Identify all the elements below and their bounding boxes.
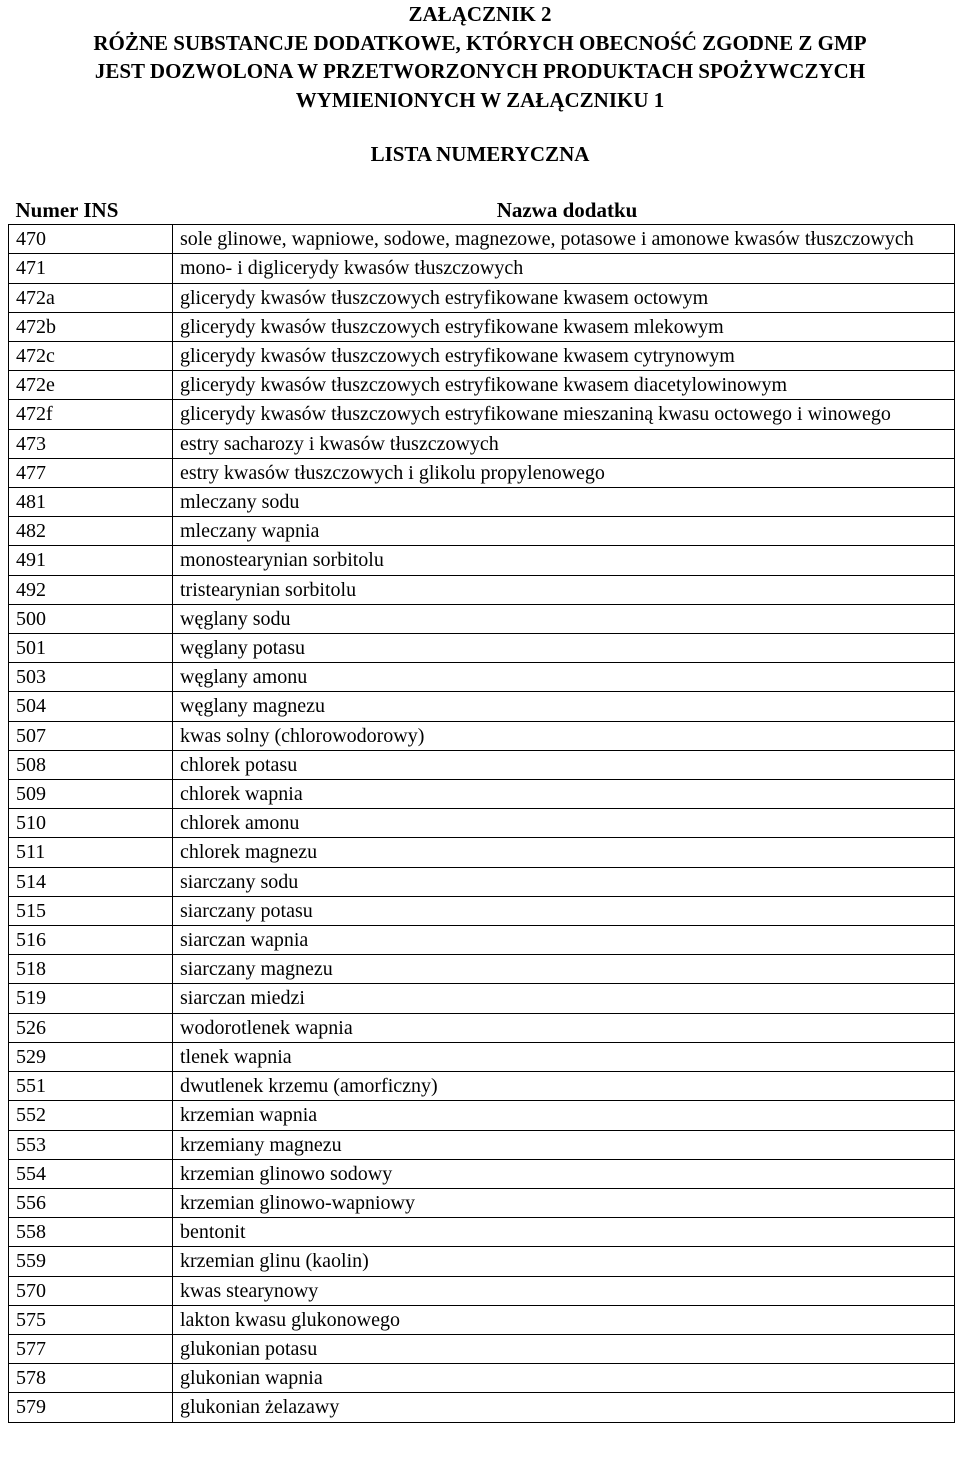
table-row <box>9 371 955 400</box>
table-row <box>9 1334 955 1363</box>
ins-code-cell: 553 <box>9 1130 173 1159</box>
table-row <box>9 1305 955 1334</box>
additive-name-cell: dwutlenek krzemu (amorficzny) <box>173 1072 955 1101</box>
document-title <box>0 0 960 114</box>
ins-code-cell: 500 <box>9 604 173 633</box>
table-row <box>9 1393 955 1422</box>
table-row <box>9 634 955 663</box>
ins-code-cell: 482 <box>9 517 173 546</box>
table-row <box>9 312 955 341</box>
ins-code-cell: 501 <box>9 634 173 663</box>
title-line-3: JEST DOZWOLONA W PRZETWORZONYCH PRODUKTACH SPOŻYWCZYCH <box>94 59 866 83</box>
additive-name-cell: glukonian żelazawy <box>173 1393 955 1422</box>
table-row <box>9 1247 955 1276</box>
additive-name-cell: monostearynian sorbitolu <box>173 546 955 575</box>
additive-name-cell: glicerydy kwasów tłuszczowych estryfikowane mieszaniną kwasu octowego i winowego <box>173 400 955 429</box>
ins-code-cell: 578 <box>9 1364 173 1393</box>
additive-name-cell: siarczany potasu <box>173 896 955 925</box>
ins-code-cell: 570 <box>9 1276 173 1305</box>
header-additive-name: Nazwa dodatku <box>173 196 955 225</box>
table-row <box>9 488 955 517</box>
ins-code-cell: 472e <box>9 371 173 400</box>
additive-name-cell: glicerydy kwasów tłuszczowych estryfikowane kwasem cytrynowym <box>173 342 955 371</box>
ins-code-cell: 492 <box>9 575 173 604</box>
ins-code-cell: 511 <box>9 838 173 867</box>
additive-name-cell: kwas stearynowy <box>173 1276 955 1305</box>
ins-code-cell: 554 <box>9 1159 173 1188</box>
header-ins-number: Numer INS <box>9 196 173 225</box>
additive-name-cell: krzemian glinu (kaolin) <box>173 1247 955 1276</box>
ins-code-cell: 558 <box>9 1218 173 1247</box>
additive-name-cell: lakton kwasu glukonowego <box>173 1305 955 1334</box>
additive-name-cell: węglany amonu <box>173 663 955 692</box>
ins-code-cell: 473 <box>9 429 173 458</box>
table-row <box>9 780 955 809</box>
ins-code-cell: 504 <box>9 692 173 721</box>
title-line-annex: ZAŁĄCZNIK 2 <box>408 2 552 26</box>
table-row <box>9 1218 955 1247</box>
table-row <box>9 283 955 312</box>
additive-name-cell: tristearynian sorbitolu <box>173 575 955 604</box>
additive-name-cell: węglany sodu <box>173 604 955 633</box>
ins-code-cell: 552 <box>9 1101 173 1130</box>
table-row <box>9 1101 955 1130</box>
additive-name-cell: siarczany sodu <box>173 867 955 896</box>
ins-code-cell: 477 <box>9 458 173 487</box>
ins-code-cell: 509 <box>9 780 173 809</box>
table-row <box>9 984 955 1013</box>
ins-code-cell: 551 <box>9 1072 173 1101</box>
ins-code-cell: 559 <box>9 1247 173 1276</box>
table-row <box>9 458 955 487</box>
table-row <box>9 254 955 283</box>
table-row <box>9 955 955 984</box>
table-row <box>9 546 955 575</box>
table-row <box>9 342 955 371</box>
table-row <box>9 604 955 633</box>
ins-code-cell: 516 <box>9 926 173 955</box>
table-row <box>9 926 955 955</box>
additive-name-cell: siarczany magnezu <box>173 955 955 984</box>
additive-name-cell: węglany magnezu <box>173 692 955 721</box>
ins-code-cell: 508 <box>9 750 173 779</box>
additive-name-cell: chlorek wapnia <box>173 780 955 809</box>
ins-code-cell: 529 <box>9 1042 173 1071</box>
table-row <box>9 721 955 750</box>
table-row <box>9 1013 955 1042</box>
title-line-2: RÓŻNE SUBSTANCJE DODATKOWE, KTÓRYCH OBECNOŚĆ ZGODNE Z GMP <box>93 30 867 55</box>
title-line-4: WYMIENIONYCH W ZAŁĄCZNIKU 1 <box>295 87 665 112</box>
ins-code-cell: 472b <box>9 312 173 341</box>
ins-code-cell: 518 <box>9 955 173 984</box>
ins-code-cell: 577 <box>9 1334 173 1363</box>
additive-name-cell: bentonit <box>173 1218 955 1247</box>
additive-name-cell: glicerydy kwasów tłuszczowych estryfikowane kwasem diacetylowinowym <box>173 371 955 400</box>
additive-name-cell: węglany potasu <box>173 634 955 663</box>
additive-name-cell: mleczany wapnia <box>173 517 955 546</box>
additive-name-cell: chlorek magnezu <box>173 838 955 867</box>
table-row <box>9 896 955 925</box>
additive-name-cell: siarczan miedzi <box>173 984 955 1013</box>
ins-code-cell: 579 <box>9 1393 173 1422</box>
table-row <box>9 692 955 721</box>
ins-code-cell: 472c <box>9 342 173 371</box>
additive-name-cell: krzemian wapnia <box>173 1101 955 1130</box>
table-row <box>9 225 955 254</box>
table-row <box>9 400 955 429</box>
list-subtitle: LISTA NUMERYCZNA <box>370 142 590 166</box>
additive-name-cell: mleczany sodu <box>173 488 955 517</box>
additive-name-cell: estry kwasów tłuszczowych i glikolu propylenowego <box>173 458 955 487</box>
ins-code-cell: 472f <box>9 400 173 429</box>
ins-code-cell: 519 <box>9 984 173 1013</box>
additive-name-cell: chlorek potasu <box>173 750 955 779</box>
additive-name-cell: chlorek amonu <box>173 809 955 838</box>
table-row <box>9 1072 955 1101</box>
table-header-row <box>9 196 955 225</box>
ins-code-cell: 515 <box>9 896 173 925</box>
table-row <box>9 429 955 458</box>
table-row <box>9 750 955 779</box>
additive-name-cell: glukonian wapnia <box>173 1364 955 1393</box>
additive-name-cell: glicerydy kwasów tłuszczowych estryfikowane kwasem mlekowym <box>173 312 955 341</box>
ins-code-cell: 472a <box>9 283 173 312</box>
additive-name-cell: krzemian glinowo-wapniowy <box>173 1188 955 1217</box>
ins-code-cell: 481 <box>9 488 173 517</box>
table-row <box>9 867 955 896</box>
additive-name-cell: wodorotlenek wapnia <box>173 1013 955 1042</box>
additive-name-cell: krzemiany magnezu <box>173 1130 955 1159</box>
ins-code-cell: 575 <box>9 1305 173 1334</box>
table-row <box>9 838 955 867</box>
additive-name-cell: siarczan wapnia <box>173 926 955 955</box>
table-row <box>9 1188 955 1217</box>
additive-name-cell: estry sacharozy i kwasów tłuszczowych <box>173 429 955 458</box>
table-row <box>9 575 955 604</box>
ins-code-cell: 503 <box>9 663 173 692</box>
additive-name-cell: mono- i diglicerydy kwasów tłuszczowych <box>173 254 955 283</box>
table-row <box>9 1130 955 1159</box>
ins-code-cell: 470 <box>9 225 173 254</box>
table-row <box>9 809 955 838</box>
additive-name-cell: krzemian glinowo sodowy <box>173 1159 955 1188</box>
additive-name-cell: kwas solny (chlorowodorowy) <box>173 721 955 750</box>
table-body <box>9 225 955 1422</box>
ins-code-cell: 514 <box>9 867 173 896</box>
ins-code-cell: 471 <box>9 254 173 283</box>
ins-code-cell: 556 <box>9 1188 173 1217</box>
ins-code-cell: 491 <box>9 546 173 575</box>
table-row <box>9 1276 955 1305</box>
additive-name-cell: tlenek wapnia <box>173 1042 955 1071</box>
ins-code-cell: 507 <box>9 721 173 750</box>
table-row <box>9 517 955 546</box>
table-row <box>9 1159 955 1188</box>
additive-name-cell: sole glinowe, wapniowe, sodowe, magnezowe, potasowe i amonowe kwasów tłuszczowych <box>173 225 955 254</box>
ins-code-cell: 526 <box>9 1013 173 1042</box>
additives-table <box>8 196 955 1423</box>
table-row <box>9 1042 955 1071</box>
table-row <box>9 1364 955 1393</box>
ins-code-cell: 510 <box>9 809 173 838</box>
table-row <box>9 663 955 692</box>
additive-name-cell: glicerydy kwasów tłuszczowych estryfikowane kwasem octowym <box>173 283 955 312</box>
additive-name-cell: glukonian potasu <box>173 1334 955 1363</box>
